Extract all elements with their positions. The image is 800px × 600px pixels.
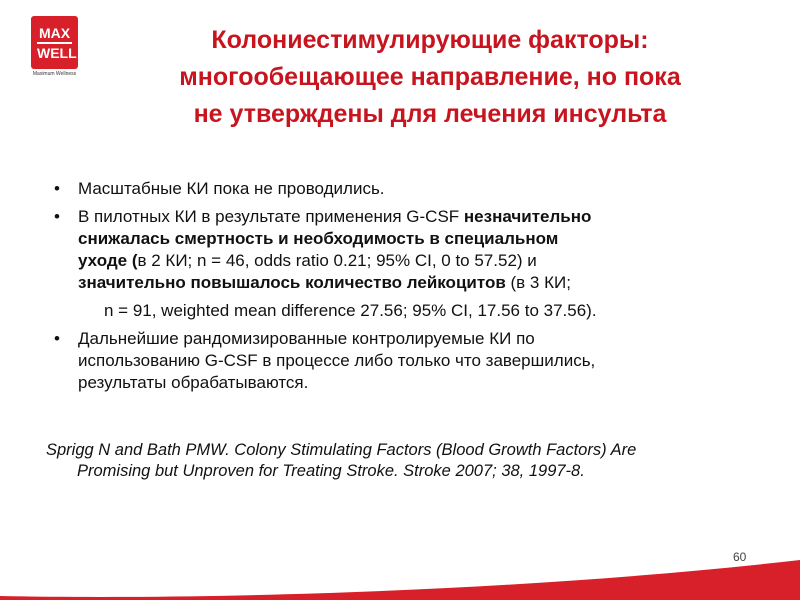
- footer-swoosh: [0, 560, 800, 600]
- bullet-2-line-4: [78, 272, 764, 294]
- bullet-2-bold: снижалась смертность и необходимость в специальном: [78, 229, 559, 248]
- bullet-2-line-5: n = 91, weighted mean difference 27.56; 95% CI, 17.56 to 37.56).: [104, 301, 597, 320]
- bullet-2-line-3: [78, 250, 764, 272]
- bullet-dot: •: [54, 179, 60, 198]
- title-line-1: Колониестимулирующие факторы:: [211, 26, 649, 54]
- logo-tagline: Maximum Wellness: [32, 71, 77, 77]
- page-number: 60: [733, 550, 747, 564]
- bullet-2-bold: значительно повышалось количество лейкоцитов: [78, 273, 506, 292]
- bullet-item-1: [54, 178, 764, 200]
- bullet-2-bold: незначительно: [463, 207, 592, 226]
- bullet-2-bold: уходе (: [78, 251, 138, 270]
- bullet-dot: •: [54, 207, 60, 226]
- bullet-2-text: В пилотных КИ в результате применения G-CSF: [78, 207, 464, 226]
- bullet-3-line-1: Дальнейшие рандомизированные контролируемые КИ по: [78, 329, 535, 348]
- maxwell-logo: [31, 16, 83, 77]
- bullet-dot: •: [54, 329, 60, 348]
- slide-title: [110, 22, 750, 133]
- logo-badge: [31, 16, 78, 69]
- bullet-3-line-3: результаты обрабатываются.: [78, 373, 309, 392]
- logo-line2: WELL: [37, 42, 72, 60]
- reference-line-1: Sprigg N and Bath PMW. Colony Stimulating Factors (Blood Growth Factors) Are: [46, 441, 637, 459]
- bullet-2-text: в 2 КИ; n = 46, odds ratio 0.21; 95% CI, 0 to 57.52) и: [137, 251, 537, 270]
- bullet-list: [54, 178, 764, 400]
- bullet-2-text: (в 3 КИ;: [505, 273, 571, 292]
- title-line-2: многообещающее направление, но пока: [179, 63, 681, 91]
- bullet-1-text: Масштабные КИ пока не проводились.: [78, 179, 385, 198]
- title-line-3: не утверждены для лечения инсульта: [193, 100, 667, 128]
- bullet-2-line-2: [78, 228, 764, 250]
- bullet-3-line-2: использованию G-CSF в процессе либо только что завершились,: [78, 351, 596, 370]
- reference-line-2: Promising but Unproven for Treating Stroke. Stroke 2007; 38, 1997-8.: [77, 462, 585, 480]
- bullet-item-2: [54, 206, 764, 322]
- bullet-2-line-1: [78, 206, 764, 228]
- bullet-item-3: [54, 328, 764, 394]
- logo-line1: MAX: [38, 25, 71, 41]
- footer-swoosh-shape: [0, 560, 800, 600]
- reference-citation: [46, 440, 776, 482]
